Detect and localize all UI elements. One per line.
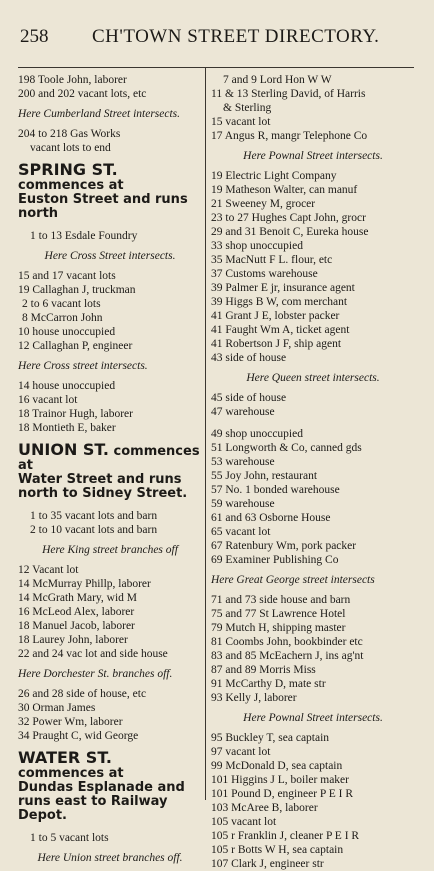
page-number: 258 (20, 26, 49, 47)
entry: 41 Grant J E, lobster packer (211, 310, 340, 322)
entry: 51 Longworth & Co, canned gds (211, 442, 362, 454)
entry: 99 McDonald D, sea captain (211, 760, 343, 772)
entry: & Sterling (223, 102, 272, 114)
heading-text: Euston Street and runs (18, 192, 188, 207)
intersection-note: Here Cumberland Street intersects. (18, 108, 181, 120)
entry: 200 and 202 vacant lots, etc (18, 88, 147, 100)
entry: 15 vacant lot (211, 116, 271, 128)
entry: 33 shop unoccupied (211, 240, 303, 252)
intersection-note: Here Cross Street intersects. (44, 250, 176, 262)
page-header (0, 26, 434, 50)
entry: 41 Faught Wm A, ticket agent (211, 324, 350, 336)
entry: 39 Higgs B W, com merchant (211, 296, 348, 308)
entry: 2 to 6 vacant lots (22, 298, 101, 310)
left-column (18, 73, 202, 871)
entry: 45 side of house (211, 392, 287, 404)
entry: 198 Toole John, laborer (18, 74, 127, 86)
street-heading-spring (18, 160, 202, 221)
entry: 18 Laurey John, laborer (18, 634, 128, 646)
entry: 21 Sweeney M, grocer (211, 198, 316, 210)
entry: 19 Matheson Walter, can manuf (211, 184, 358, 196)
entry: 75 and 77 St Lawrence Hotel (211, 608, 346, 620)
entry: 18 Montieth E, baker (18, 422, 116, 434)
entry: 59 warehouse (211, 498, 275, 510)
heading-text: Depot. (18, 808, 67, 823)
entry: 61 and 63 Osborne House (211, 512, 331, 524)
intersection-note: Here Union street branches off. (37, 852, 183, 864)
entry: 11 & 13 Sterling David, of Harris (211, 88, 366, 100)
entry: 26 and 28 side of house, etc (18, 688, 147, 700)
entry: 32 Power Wm, laborer (18, 716, 123, 728)
intersection-note: Here Queen street intersects. (246, 372, 380, 384)
entry: 41 Robertson J F, ship agent (211, 338, 342, 350)
entry: 1 to 13 Esdale Foundry (30, 230, 138, 242)
entry: 93 Kelly J, laborer (211, 692, 297, 704)
intersection-note: Here Great George street intersects (211, 574, 375, 586)
entry: 107 Clark J, engineer str (211, 858, 324, 870)
entry: 35 MacNutt F L. flour, etc (211, 254, 333, 266)
entry: 2 to 10 vacant lots and barn (30, 524, 158, 536)
entry: 22 and 24 vac lot and side house (18, 648, 168, 660)
entry: 69 Examiner Publishing Co (211, 554, 339, 566)
intersection-note: Here King street branches off (42, 544, 178, 556)
entry: 91 McCarthy D, mate str (211, 678, 326, 690)
entry: 23 to 27 Hughes Capt John, grocr (211, 212, 366, 224)
intersection-note: Here Pownal Street intersects. (243, 150, 383, 162)
entry: 14 McGrath Mary, wid M (18, 592, 138, 604)
entry: 12 Callaghan P, engineer (18, 340, 133, 352)
entry: 95 Buckley T, sea captain (211, 732, 330, 744)
entry: 81 Coombs John, bookbinder etc (211, 636, 363, 648)
intersection-note: Here Pownal Street intersects. (243, 712, 383, 724)
street-heading-water (18, 748, 202, 823)
entry: 8 McCarron John (22, 312, 103, 324)
entry: 49 shop unoccupied (211, 428, 303, 440)
entry: 204 to 218 Gas Works (18, 128, 121, 140)
entry: 7 and 9 Lord Hon W W (223, 74, 332, 86)
entry: 43 side of house (211, 352, 287, 364)
entry: 30 Orman James (18, 702, 96, 714)
running-title: CH'TOWN STREET DIRECTORY. (92, 26, 380, 47)
entry: 79 Mutch H, shipping master (211, 622, 346, 634)
entry: 14 house unoccupied (18, 380, 116, 392)
entry: 37 Customs warehouse (211, 268, 318, 280)
entry: vacant lots to end (30, 142, 111, 154)
heading-text: north (18, 206, 59, 221)
entry: 67 Ratenbury Wm, pork packer (211, 540, 357, 552)
heading-text: commences at (18, 444, 200, 473)
entry: 97 vacant lot (211, 746, 271, 758)
entry: 39 Palmer E jr, insurance agent (211, 282, 355, 294)
entry: 101 Higgins J L, boiler maker (211, 774, 349, 786)
entry: 29 and 31 Benoit C, Eureka house (211, 226, 369, 238)
entry: 105 r Franklin J, cleaner P E I R (211, 830, 360, 842)
entry: 83 and 85 McEachern J, ins ag'nt (211, 650, 364, 662)
entry: 19 Electric Light Company (211, 170, 337, 182)
heading-text: Dundas Esplanade and (18, 780, 185, 795)
entry: 57 No. 1 bonded warehouse (211, 484, 340, 496)
entry: 18 Trainor Hugh, laborer (18, 408, 133, 420)
right-column (211, 73, 415, 871)
heading-text: runs east to Railway (18, 794, 168, 809)
entry: 14 McMurray Phillp, laborer (18, 578, 151, 590)
entry: 1 to 5 vacant lots (30, 832, 109, 844)
entry: 16 vacant lot (18, 394, 78, 406)
column-divider (205, 67, 206, 800)
entry: 10 house unoccupied (18, 326, 116, 338)
header-rule (18, 67, 414, 68)
entry: 15 and 17 vacant lots (18, 270, 116, 282)
entry: 19 Callaghan J, truckman (18, 284, 136, 296)
entry: 71 and 73 side house and barn (211, 594, 351, 606)
entry: 53 warehouse (211, 456, 275, 468)
street-name: UNION ST. (18, 440, 109, 459)
entry: 65 vacant lot (211, 526, 271, 538)
street-name: WATER ST. (18, 748, 112, 767)
entry: 34 Praught C, wid George (18, 730, 139, 742)
entry: 55 Joy John, restaurant (211, 470, 318, 482)
entry: 1 to 35 vacant lots and barn (30, 510, 158, 522)
heading-text: commences at (18, 766, 124, 781)
entry: 16 McLeod Alex, laborer (18, 606, 135, 618)
heading-text: north to Sidney Street. (18, 486, 188, 501)
entry: 101 Pound D, engineer P E I R (211, 788, 354, 800)
entry: 18 Manuel Jacob, laborer (18, 620, 135, 632)
entry: 87 and 89 Morris Miss (211, 664, 316, 676)
heading-text: Water Street and runs (18, 472, 182, 487)
entry: 12 Vacant lot (18, 564, 79, 576)
street-name: SPRING ST. (18, 160, 118, 179)
heading-text: commences at (18, 178, 124, 193)
entry: 105 r Botts W H, sea captain (211, 844, 344, 856)
entry: 17 Angus R, mangr Telephone Co (211, 130, 368, 142)
entry: 47 warehouse (211, 406, 275, 418)
intersection-note: Here Cross street intersects. (18, 360, 148, 372)
intersection-note: Here Dorchester St. branches off. (18, 668, 173, 680)
entry: 105 vacant lot (211, 816, 277, 828)
street-heading-union (18, 440, 202, 501)
entry: 103 McAree B, laborer (211, 802, 318, 814)
